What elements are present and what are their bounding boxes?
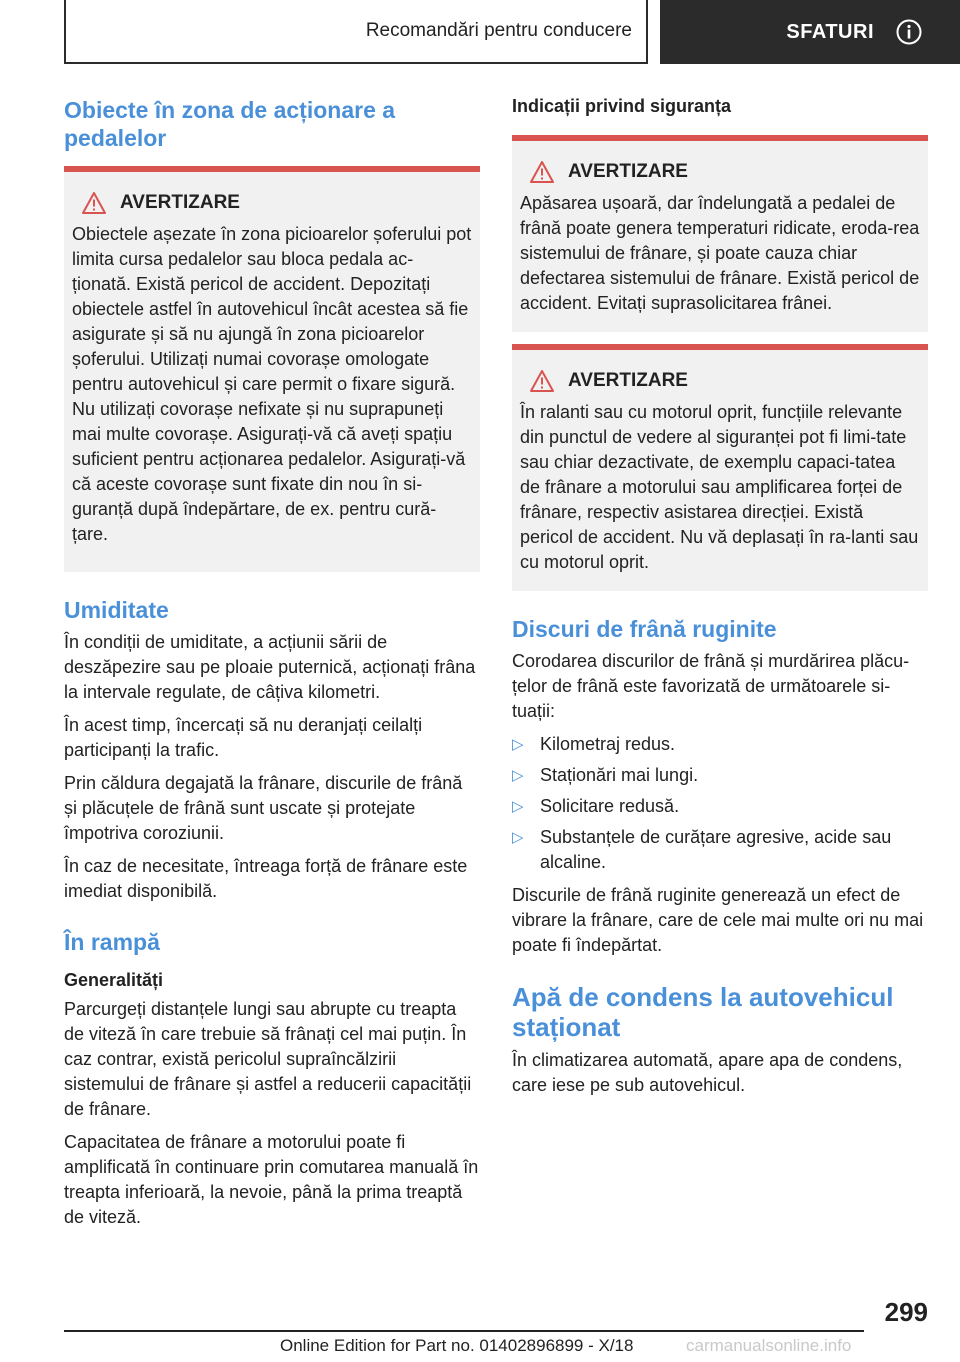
ramp-subheading: Generalități — [64, 970, 164, 990]
page-number: 299 — [884, 1297, 928, 1327]
list-item: ▷ Solicitare redusă. — [512, 794, 928, 819]
rusty-discs-heading: Discuri de frână ruginite — [512, 616, 777, 642]
rusty-intro: Corodarea discurilor de frână și murdărirea plăcu-țelor de frână este favorizată de următoarele si-tuații: — [512, 651, 910, 721]
warning-box-pedals — [64, 166, 480, 572]
triangle-bullet-icon: ▷ — [512, 736, 524, 753]
pedal-objects-heading: Obiecte în zona de acționare a pedalelor — [64, 97, 396, 151]
warning-box-idle — [512, 344, 928, 591]
warning-text: Apăsarea ușoară, dar îndelungată a pedalei de frână poate genera temperaturi ridicate, eroda-rea sistemului de frânare, și poate cauza chiar defectarea sistemului de frânare. Există pericol de accident. Evitați suprasolicitarea frânei. — [520, 193, 920, 313]
warning-title: AVERTIZARE — [520, 161, 920, 183]
header-section-title — [64, 0, 648, 64]
footer-divider — [64, 1330, 864, 1332]
warning-box-brake-overload — [512, 135, 928, 332]
section-title: Recomandări pentru conducere — [365, 20, 632, 41]
chapter-label: SFATURI — [786, 20, 874, 43]
ramp-paragraph: Parcurgeți distanțele lungi sau abrupte cu treapta de viteză în care trebuie să frânați cel mai puțin. În caz contrar, există pericolul supraîncălzirii sistemului de frânare și astfel a reducerii capacității de frânare. — [64, 999, 472, 1119]
ramp-heading: În rampă — [64, 929, 160, 955]
rusty-outro: Discurile de frână ruginite generează un efect de vibrare la frânare, care de cele mai multe ori nu mai poate fi îndepărtat. — [512, 885, 924, 955]
info-icon — [896, 19, 922, 45]
humidity-paragraph: Prin căldura degajată la frânare, discurile de frână și plăcuțele de frână sunt uscate și protejate împotriva coroziunii. — [64, 773, 463, 843]
warning-text: În ralanti sau cu motorul oprit, funcțiile relevante din punctul de vedere al siguranței pot fi limi-tate sau chiar dezactivate, de exemplu capaci-tatea de frânare a motorului sau amplificarea forței de frânare, respectiv asistarea direcției. Există pericol de accident. Nu vă deplasați în ra-lanti sau cu motorul oprit. — [520, 402, 919, 572]
humidity-paragraph: În caz de necesitate, întreaga forță de frânare este imediat disponibilă. — [64, 856, 468, 901]
triangle-bullet-icon: ▷ — [512, 798, 524, 815]
ramp-paragraph: Capacitatea de frânare a motorului poate fi amplificată în continuare prin comutarea manuală în treapta inferioară, la nevoie, până la prima treaptă de viteză. — [64, 1132, 479, 1227]
header-chapter — [660, 0, 960, 64]
list-item: ▷ Substanțele de curățare agresive, acide sau alcaline. — [512, 825, 928, 875]
humidity-paragraph: În condiții de umiditate, a acțiunii sării de deszăpezire sau pe ploaie puternică, acționați frâna la intervale regulate, de câțiva kilometri. — [64, 632, 476, 702]
left-column — [64, 96, 480, 1238]
warning-triangle-icon — [530, 370, 554, 392]
triangle-bullet-icon: ▷ — [512, 767, 524, 784]
footer-watermark: carmanualsonline.info — [686, 1336, 852, 1355]
triangle-bullet-icon: ▷ — [512, 829, 524, 846]
safety-heading: Indicații privind siguranța — [512, 96, 732, 116]
condensation-heading: Apă de condens la autovehicul staționat — [512, 982, 894, 1042]
warning-triangle-icon — [82, 192, 106, 214]
right-column — [512, 96, 928, 1106]
humidity-heading: Umiditate — [64, 597, 169, 623]
warning-triangle-icon — [530, 161, 554, 183]
warning-text: Obiectele așezate în zona picioarelor șoferului pot limita cursa pedalelor sau bloca pedala ac-ționată. Există pericol de accident. Depozitați obiectele astfel în autovehicul încât acestea să fie asigurate și să nu ajungă în zona picioarelor șoferului. Utilizați numai covorașe omologate pentru autovehicul și care permit o fixare sigură. Nu utilizați covorașe nefixate și nu suprapuneți mai multe covorașe. Asigurați-vă că aveți spațiu suficient pentru acționarea pedalelor. Asigurați-vă că aceste covorașe sunt fixate din nou în si-guranță după îndepărtare, de ex. pentru cură-țare. — [72, 224, 472, 544]
warning-title: AVERTIZARE — [520, 370, 920, 392]
list-item: ▷ Staționări mai lungi. — [512, 763, 928, 788]
list-item: ▷ Kilometraj redus. — [512, 732, 928, 757]
humidity-paragraph: În acest timp, încercați să nu deranjați ceilalți participanți la trafic. — [64, 715, 423, 760]
footer-edition: Online Edition for Part no. 01402896899 - X/18 — [280, 1336, 634, 1355]
warning-title: AVERTIZARE — [72, 192, 472, 214]
condensation-text: În climatizarea automată, apare apa de condens, care iese pe sub autovehicul. — [512, 1050, 903, 1095]
rusty-list — [512, 732, 928, 875]
